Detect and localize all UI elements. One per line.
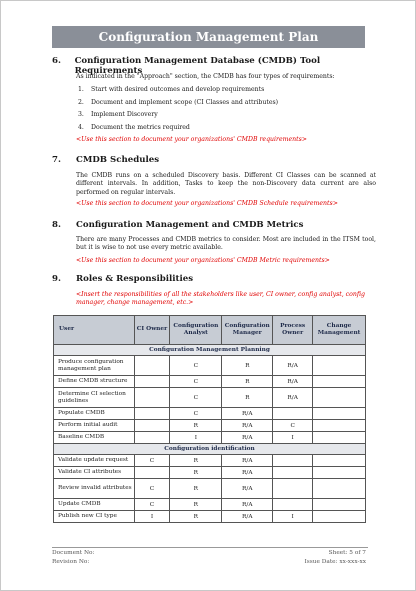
raci-cell: R	[170, 479, 222, 499]
section-6-note: <Use this section to document your organizations' CMDB requirements>	[76, 136, 307, 143]
section-8-body: There are many Processes and CMDB metrics to consider. Most are included in the ITSM tool, but it is wise to not use every metric available.	[76, 236, 376, 252]
footer-revision-no: Revision No:	[52, 559, 90, 565]
column-header: User	[54, 316, 135, 345]
requirements-list	[76, 83, 356, 134]
raci-cell: R/A	[222, 467, 273, 479]
column-header: CI Owner	[134, 316, 170, 345]
raci-cell: C	[170, 356, 222, 376]
raci-cell	[313, 420, 366, 432]
raci-cell: R/A	[222, 455, 273, 467]
raci-cell	[134, 356, 170, 376]
activity-cell: Update CMDB	[54, 499, 135, 511]
section-number: 7.	[52, 155, 61, 165]
section-number: 9.	[52, 274, 61, 284]
section-title: Roles & Responsibilities	[76, 274, 194, 284]
table-row	[54, 499, 366, 511]
raci-cell	[273, 467, 313, 479]
section-7-note: <Use this section to document your organizations' CMDB Schedule requirements>	[76, 200, 338, 207]
group-title: Configuration Management Planning	[54, 345, 366, 356]
section-number: 6.	[52, 56, 61, 66]
section-8-heading	[52, 220, 372, 230]
section-6-intro: As indicated in the "Approach" section, the CMDB has four types of requirements:	[76, 73, 335, 80]
activity-cell: Baseline CMDB	[54, 432, 135, 444]
table-row	[54, 511, 366, 523]
raci-cell: C	[170, 408, 222, 420]
raci-cell: R	[170, 420, 222, 432]
activity-cell: Determine CI selection guidelines	[54, 388, 135, 408]
footer-divider	[52, 547, 368, 548]
section-7-heading	[52, 155, 372, 165]
raci-cell	[313, 408, 366, 420]
raci-cell	[313, 455, 366, 467]
document-title-banner: Configuration Management Plan	[52, 26, 365, 48]
table-row	[54, 356, 366, 376]
column-header: Process Owner	[273, 316, 313, 345]
group-title: Configuration identification	[54, 444, 366, 455]
table-header-row	[54, 316, 366, 345]
raci-cell: R/A	[273, 356, 313, 376]
section-title: Configuration Management Database (CMDB) Tool Requirements	[74, 56, 321, 76]
activity-cell: Review invalid attributes	[54, 479, 135, 499]
raci-cell	[273, 479, 313, 499]
table-row	[54, 408, 366, 420]
table-row	[54, 432, 366, 444]
raci-cell: R/A	[222, 499, 273, 511]
footer-document-no: Document No:	[52, 550, 95, 556]
raci-cell: R	[170, 455, 222, 467]
raci-cell: I	[134, 511, 170, 523]
raci-cell: R	[170, 467, 222, 479]
table-row	[54, 455, 366, 467]
raci-cell: C	[134, 499, 170, 511]
raci-cell	[313, 499, 366, 511]
raci-cell: R/A	[222, 420, 273, 432]
raci-cell: R	[222, 376, 273, 388]
raci-cell: R	[222, 388, 273, 408]
raci-cell	[134, 388, 170, 408]
section-9-heading	[52, 274, 372, 284]
section-7-body: The CMDB runs on a scheduled Discovery basis. Different CI Classes can be scanned at different intervals. In addition, Tasks to keep the non-Discovery data current are also performed on regular intervals.	[76, 172, 376, 196]
activity-cell: Validate CI attributes	[54, 467, 135, 479]
raci-cell	[134, 432, 170, 444]
raci-cell: R/A	[273, 376, 313, 388]
list-item: 2. Document and implement scope (CI Classes and attributes)	[78, 98, 279, 106]
activity-cell: Populate CMDB	[54, 408, 135, 420]
list-item: 3. Implement Discovery	[78, 111, 158, 119]
raci-cell	[313, 376, 366, 388]
activity-cell: Produce configuration management plan	[54, 356, 135, 376]
column-header: Change Management	[313, 316, 366, 345]
raci-cell	[313, 467, 366, 479]
raci-cell	[134, 420, 170, 432]
raci-cell: R/A	[222, 511, 273, 523]
activity-cell: Validate update request	[54, 455, 135, 467]
table-row	[54, 420, 366, 432]
table-row	[54, 388, 366, 408]
raci-cell: I	[273, 511, 313, 523]
column-header: Configuration Analyst	[170, 316, 222, 345]
raci-cell	[273, 408, 313, 420]
raci-cell	[313, 388, 366, 408]
raci-cell	[134, 408, 170, 420]
raci-cell: C	[134, 455, 170, 467]
table-group-row	[54, 444, 366, 455]
raci-cell: R/A	[222, 479, 273, 499]
raci-cell	[313, 356, 366, 376]
table-body	[54, 345, 366, 523]
raci-cell: R/A	[222, 408, 273, 420]
activity-cell: Publish new CI type	[54, 511, 135, 523]
table-row	[54, 467, 366, 479]
column-header: Configuration Manager	[222, 316, 273, 345]
raci-cell: C	[134, 479, 170, 499]
section-number: 8.	[52, 220, 61, 230]
activity-cell: Perform initial audit	[54, 420, 135, 432]
raci-cell: C	[273, 420, 313, 432]
raci-cell	[134, 467, 170, 479]
raci-cell: C	[170, 388, 222, 408]
raci-cell: I	[170, 432, 222, 444]
section-title: CMDB Schedules	[76, 155, 160, 165]
raci-cell: C	[170, 376, 222, 388]
raci-cell: R	[170, 499, 222, 511]
activity-cell: Define CMDB structure	[54, 376, 135, 388]
list-item: 1. Start with desired outcomes and develop requirements	[78, 85, 265, 93]
table-group-row	[54, 345, 366, 356]
raci-cell	[273, 455, 313, 467]
raci-table	[53, 315, 366, 523]
raci-cell	[313, 511, 366, 523]
raci-cell	[313, 432, 366, 444]
table-row	[54, 376, 366, 388]
section-8-note: <Use this section to document your organizations' CMDB Metric requirements>	[76, 257, 330, 264]
table-row	[54, 479, 366, 499]
raci-cell: R	[170, 511, 222, 523]
footer-issue-date: Issue Date: xx-xxx-xx	[304, 559, 366, 565]
raci-cell	[134, 376, 170, 388]
raci-cell: R	[222, 356, 273, 376]
footer-sheet: Sheet: 5 of 7	[328, 550, 366, 556]
list-item: 4. Document the metrics required	[78, 124, 190, 132]
raci-cell	[273, 499, 313, 511]
section-title: Configuration Management and CMDB Metrics	[76, 220, 304, 230]
raci-cell	[313, 479, 366, 499]
raci-cell: I	[273, 432, 313, 444]
raci-cell: R/A	[222, 432, 273, 444]
raci-cell: R/A	[273, 388, 313, 408]
section-9-note: <Insert the responsibilities of all the stakeholders like user, CI owner, config analyst, config manager, change management, etc.>	[76, 291, 365, 307]
